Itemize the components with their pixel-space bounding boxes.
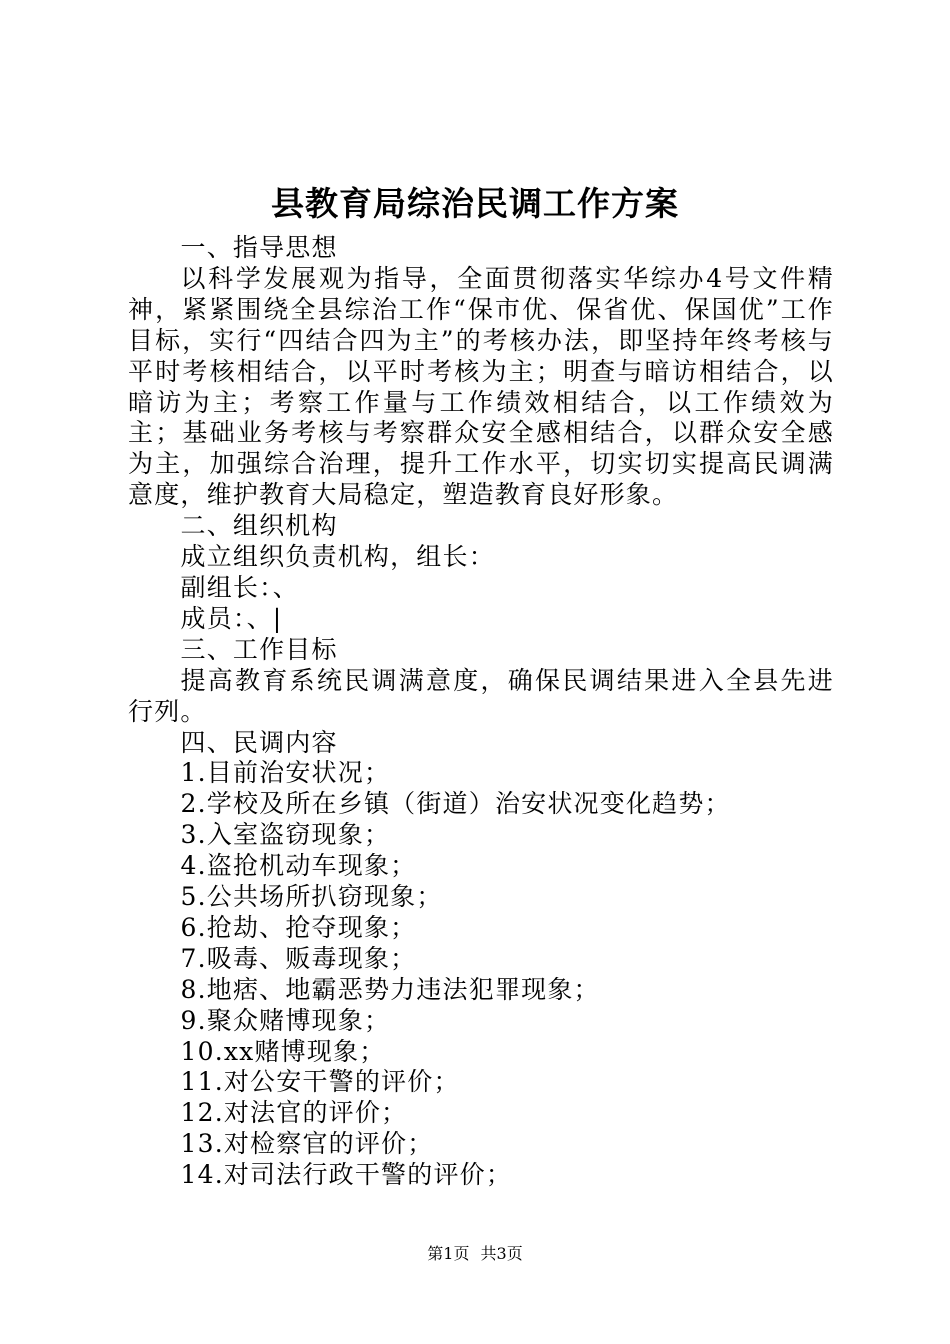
list-item: 11.对公安干警的评价； xyxy=(180,1067,460,1097)
paragraph-guiding-ideology: 以科学发展观为指导，全面贯彻落实华综办4号文件精神，紧紧围绕全县综治工作“保市优、保省优、保国优”工作目标，实行“四结合四为主”的考核办法，即坚持年终考核与平时考核相结合，以平时考核为主；明查与暗访相结合，以暗访为主；考察工作量与工作绩效相结合，以工作绩效为主；基础业务考核与考察群众安全感相结合，以群众安全感为主，加强综合治理，提升工作水平，切实切实提高民调满意度，维护教育大局稳定，塑造教育良好形象。 xyxy=(128,263,834,510)
list-item: 8.地痞、地霸恶势力违法犯罪现象； xyxy=(180,974,600,1004)
list-item: 9.聚众赌博现象； xyxy=(180,1005,391,1035)
list-item: 14.对司法行政干警的评价； xyxy=(180,1160,513,1190)
paragraph-deputy-leader: 副组长：、 xyxy=(180,572,300,602)
list-item: 7.吸毒、贩毒现象； xyxy=(180,943,417,973)
list-item: 1.目前治安状况； xyxy=(180,758,391,788)
list-item: 10.xx赌博现象； xyxy=(180,1036,386,1066)
heading-guiding-ideology: 一、指导思想 xyxy=(180,233,338,262)
list-item: 6.抢劫、抢夺现象； xyxy=(180,912,417,942)
paragraph-members: 成员：、| xyxy=(180,603,283,633)
heading-organization: 二、组织机构 xyxy=(180,511,338,541)
paragraph-work-goal: 提高教育系统民调满意度，确保民调结果进入全县先进行列。 xyxy=(128,665,834,726)
page-number: 第1页 xyxy=(427,1244,470,1263)
heading-work-goal: 三、工作目标 xyxy=(180,634,338,664)
list-item: 3.入室盗窃现象； xyxy=(180,820,391,850)
list-item: 5.公共场所扒窃现象； xyxy=(180,882,443,912)
document-title: 县教育局综治民调工作方案 xyxy=(271,184,679,223)
page-footer xyxy=(0,1244,950,1264)
document-body xyxy=(128,233,834,1191)
list-item: 2.学校及所在乡镇（街道）治安状况变化趋势； xyxy=(180,789,731,819)
list-item: 13.对检察官的评价； xyxy=(180,1129,434,1159)
paragraph-group-leader: 成立组织负责机构，组长： xyxy=(180,542,495,572)
list-item: 4.盗抢机动车现象； xyxy=(180,851,417,881)
list-item: 12.对法官的评价； xyxy=(180,1098,408,1128)
page-total: 共3页 xyxy=(480,1244,523,1263)
heading-survey-content: 四、民调内容 xyxy=(180,727,338,757)
